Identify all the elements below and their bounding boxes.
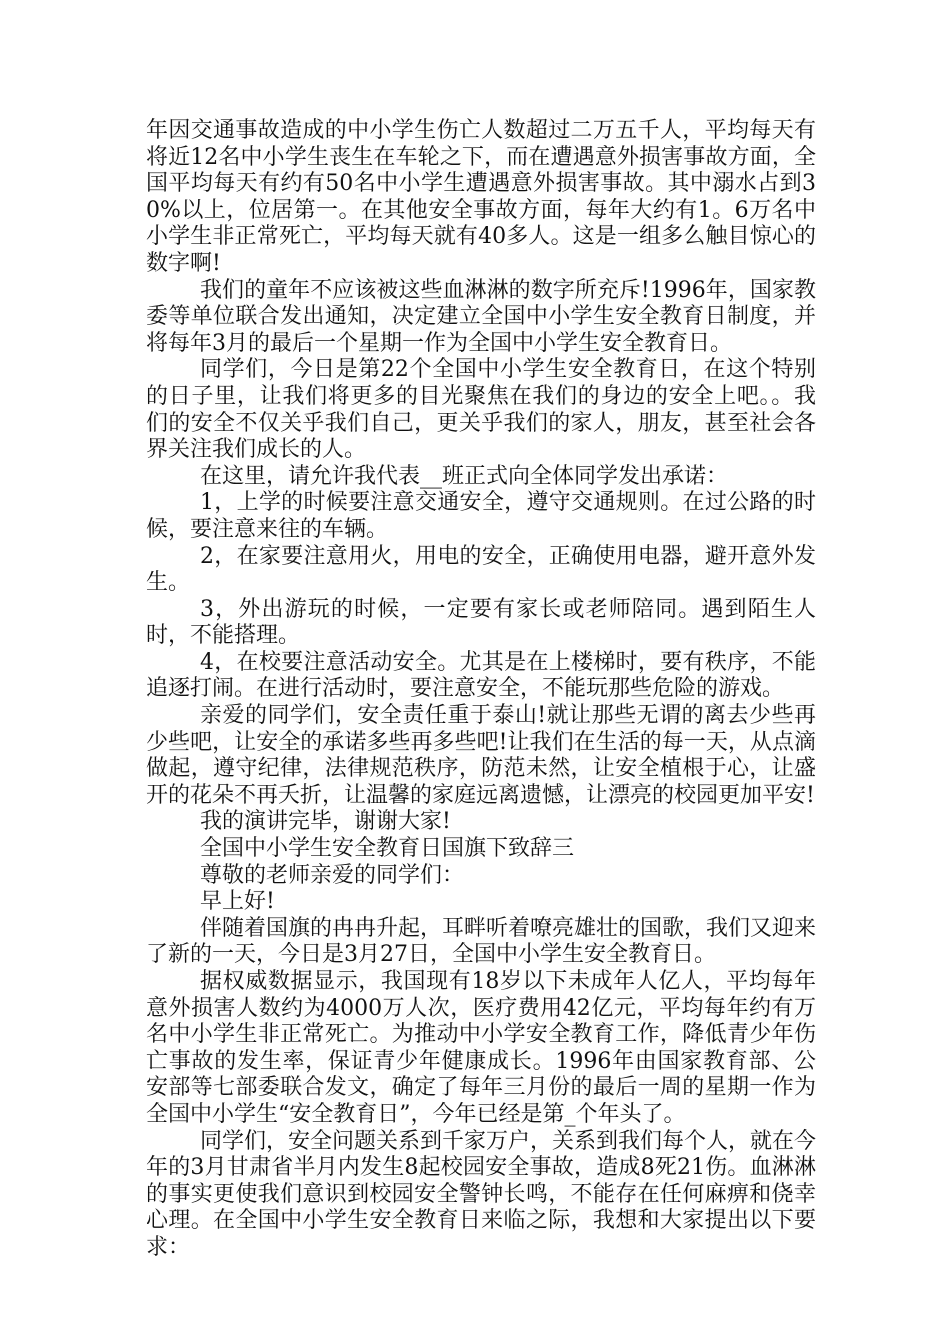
paragraph: 我们的童年不应该被这些血淋淋的数字所充斥!1996年，国家教委等单位联合发出通知，决定建立全国中小学生安全教育日制度，并将每年3月的最后一个星期一作为全国中小学生安全教育日。 — [146, 277, 816, 356]
paragraph: 同学们，今日是第22个全国中小学生安全教育日，在这个特别的日子里，让我们将更多的目光聚焦在我们的身边的安全上吧。。我们的安全不仅关乎我们自己，更关乎我们的家人，朋友，甚至社会各界关注我们成长的人。 — [146, 357, 816, 463]
paragraph: 据权威数据显示，我国现有18岁以下未成年人亿人，平均每年意外损害人数约为4000万人次，医疗费用42亿元，平均每年约有万名中小学生非正常死亡。为推动中小学安全教育工作，降低青少年伤亡事故的发生率，保证青少年健康成长。1996年由国家教育部、公安部等七部委联合发文，确定了每年三月份的最后一周的星期一作为全国中小学生“安全教育日”，今年已经是第_个年头了。 — [146, 969, 817, 1127]
greeting: 早上好! — [200, 889, 275, 915]
paragraph: 在这里，请允许我代表__班正式向全体同学发出承诺： — [200, 463, 729, 489]
paragraph: 伴随着国旗的冉冉升起，耳畔听着嘹亮雄壮的国歌，我们又迎来了新的一天，今日是3月27日，全国中小学生安全教育日。 — [146, 915, 817, 968]
document-body — [146, 118, 816, 1262]
paragraph: 3，外出游玩的时候，一定要有家长或老师陪同。遇到陌生人时，不能搭理。 — [146, 596, 816, 649]
salutation: 尊敬的老师亲爱的同学们： — [200, 862, 465, 888]
section-heading: 全国中小学生安全教育日国旗下致辞三 — [200, 836, 575, 862]
paragraph: 1，上学的时候要注意交通安全，遵守交通规则。在过公路的时候，要注意来往的车辆。 — [146, 490, 816, 542]
paragraph: 我的演讲完毕，谢谢大家! — [200, 809, 451, 835]
paragraph: 4，在校要注意活动安全。尤其是在上楼梯时，要有秩序，不能追逐打闹。在进行活动时，要注意安全，不能玩那些危险的游戏。 — [146, 649, 816, 702]
paragraph: 亲爱的同学们，安全责任重于泰山!就让那些无谓的离去少些再少些吧，让安全的承诺多些再多些吧!让我们在生活的每一天，从点滴做起，遵守纪律，法律规范秩序，防范未然，让安全植根于心，让盛开的花朵不再夭折，让温馨的家庭远离遗憾，让漂亮的校园更加平安! — [146, 703, 816, 808]
paragraph: 2，在家要注意用火，用电的安全，正确使用电器，避开意外发生。 — [146, 543, 816, 596]
paragraph: 同学们，安全问题关系到千家万户，关系到我们每个人，就在今年的3月甘肃省半月内发生8起校园安全事故，造成8死21伤。血淋淋的事实更使我们意识到校园安全警钟长鸣，不能存在任何麻痹和侥幸心理。在全国中小学生安全教育日来临之际，我想和大家提出以下要求： — [146, 1128, 817, 1260]
paragraph: 年因交通事故造成的中小学生伤亡人数超过二万五千人，平均每天有将近12名中小学生丧生在车轮之下，而在遭遇意外损害事故方面，全国平均每天有约有50名中小学生遭遇意外损害事故。其中溺水占到30%以上，位居第一。在其他安全事故方面，每年大约有1。6万名中小学生非正常死亡，平均每天就有40多人。这是一组多么触目惊心的数字啊! — [146, 118, 816, 276]
